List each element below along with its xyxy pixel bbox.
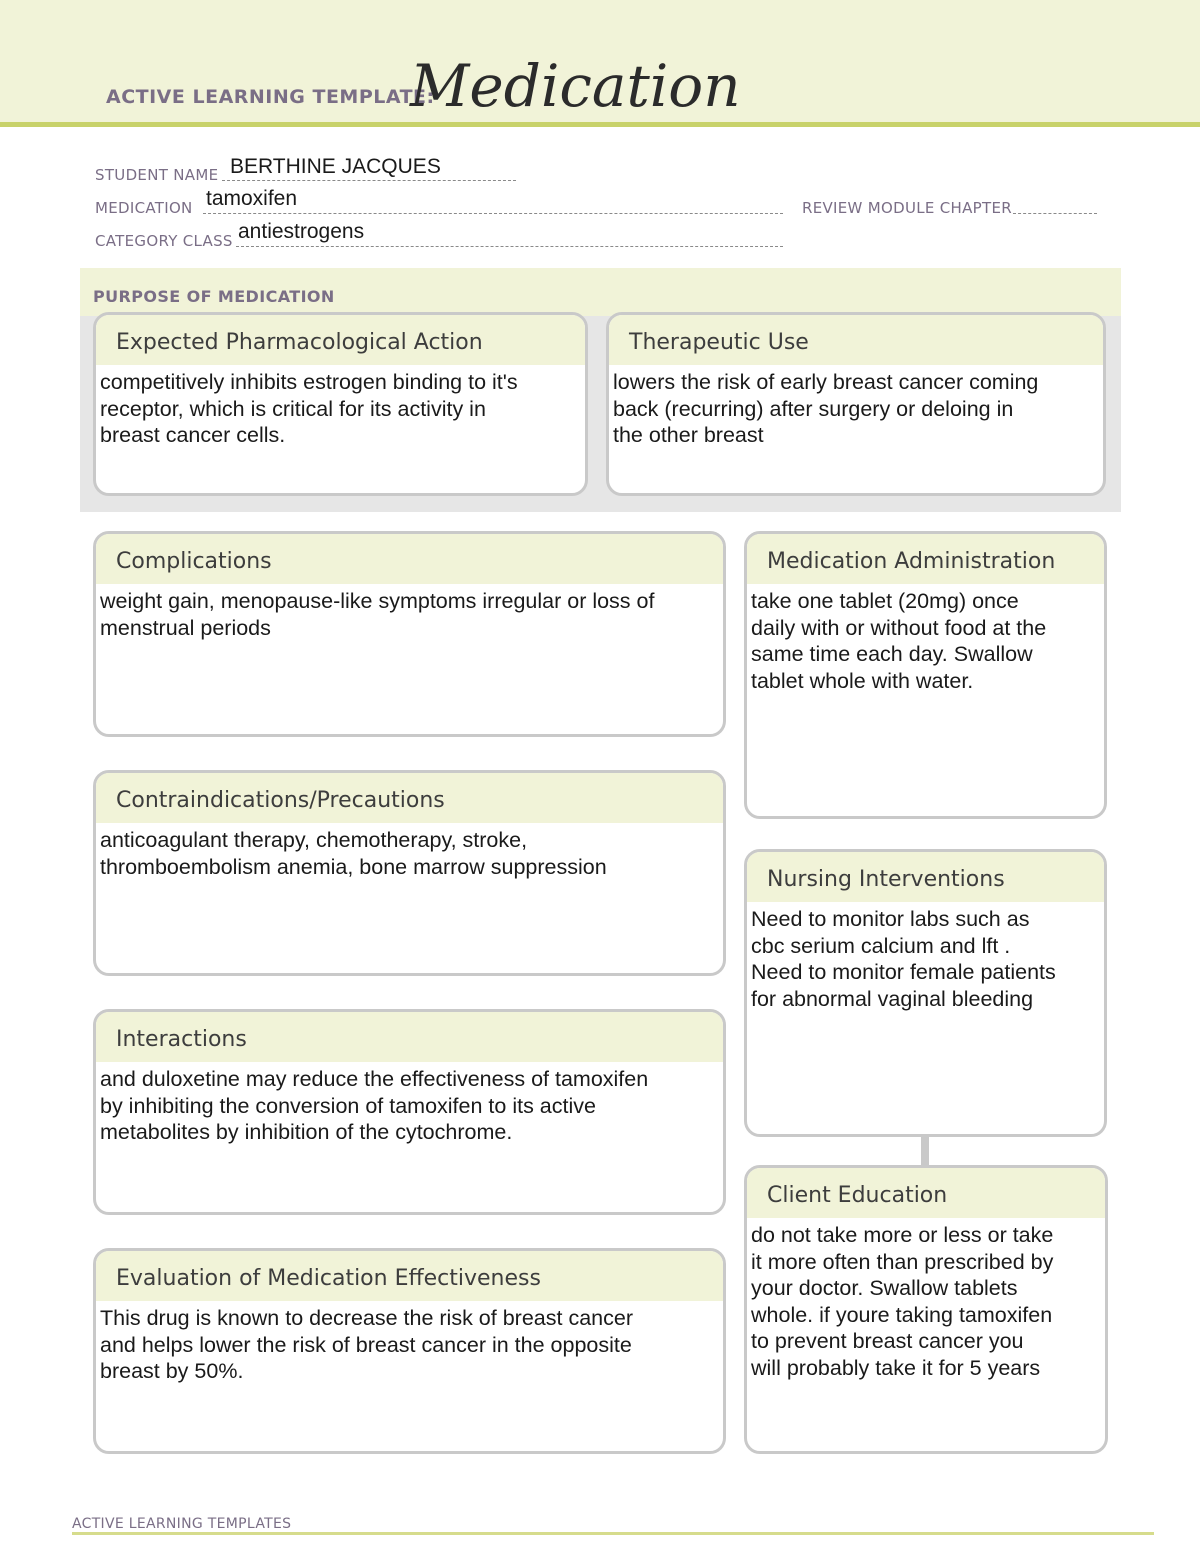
complications-text[interactable]: weight gain, menopause-like symptoms irregular or loss of menstrual periods xyxy=(100,589,655,640)
complications-title: Complications xyxy=(96,534,723,584)
medication-label: MEDICATION xyxy=(95,199,193,217)
administration-text[interactable]: take one tablet (20mg) once daily with or without food at the same time each day. Swallow tablet whole with water. xyxy=(751,589,1047,693)
student-name-field[interactable]: BERTHINE JACQUES xyxy=(230,155,441,178)
box-connector xyxy=(921,1134,929,1166)
page-title: Medication xyxy=(410,52,741,120)
medication-field[interactable]: tamoxifen xyxy=(206,187,298,210)
contraindications-text[interactable]: anticoagulant therapy, chemotherapy, stroke, thromboembolism anemia, bone marrow suppression xyxy=(100,828,607,879)
evaluation-box xyxy=(93,1248,726,1454)
client-education-box xyxy=(744,1165,1108,1454)
student-name-label: STUDENT NAME xyxy=(95,166,219,184)
client-education-text[interactable]: do not take more or less or take it more often than prescribed by your doctor. Swallow tablets whole. if youre taking tamoxifen to prevent breast cancer you will probably take it for 5 years xyxy=(751,1223,1054,1380)
administration-title: Medication Administration xyxy=(747,534,1104,584)
evaluation-text[interactable]: This drug is known to decrease the risk of breast cancer and helps lower the risk of breast cancer in the opposite breast by 50%. xyxy=(100,1306,633,1383)
footer-rule xyxy=(72,1532,1154,1535)
administration-box xyxy=(744,531,1107,819)
interactions-title: Interactions xyxy=(96,1012,723,1062)
complications-box xyxy=(93,531,726,737)
nursing-interventions-text[interactable]: Need to monitor labs such as cbc serium calcium and lft . Need to monitor female patients for abnormal vaginal bleeding xyxy=(751,907,1056,1011)
review-module-label: REVIEW MODULE CHAPTER xyxy=(802,199,1012,217)
expected-action-text[interactable]: competitively inhibits estrogen binding to it's receptor, which is critical for its activity in breast cancer cells. xyxy=(100,370,518,447)
expected-action-box xyxy=(93,312,588,496)
contraindications-title: Contraindications/Precautions xyxy=(96,773,723,823)
expected-action-title: Expected Pharmacological Action xyxy=(96,315,585,365)
nursing-interventions-box xyxy=(744,849,1107,1137)
purpose-label: PURPOSE OF MEDICATION xyxy=(93,287,335,306)
review-module-field[interactable] xyxy=(1013,213,1097,214)
therapeutic-use-text[interactable]: lowers the risk of early breast cancer coming back (recurring) after surgery or deloing in the other breast xyxy=(613,370,1039,447)
interactions-text[interactable]: and duloxetine may reduce the effectiveness of tamoxifen by inhibiting the conversion of tamoxifen to its active metabolites by inhibition of the cytochrome. xyxy=(100,1067,649,1144)
medication-underline xyxy=(203,213,783,214)
student-name-underline xyxy=(222,180,516,181)
client-education-title: Client Education xyxy=(747,1168,1105,1218)
category-class-label: CATEGORY CLASS xyxy=(95,232,233,250)
nursing-interventions-title: Nursing Interventions xyxy=(747,852,1104,902)
interactions-box xyxy=(93,1009,726,1215)
category-class-field[interactable]: antiestrogens xyxy=(238,220,365,243)
contraindications-box xyxy=(93,770,726,976)
category-class-underline xyxy=(236,246,783,247)
therapeutic-use-box xyxy=(606,312,1106,496)
evaluation-title: Evaluation of Medication Effectiveness xyxy=(96,1251,723,1301)
footer-label: ACTIVE LEARNING TEMPLATES xyxy=(72,1516,292,1532)
template-label: ACTIVE LEARNING TEMPLATE: xyxy=(106,86,435,108)
header-rule xyxy=(0,122,1200,127)
therapeutic-use-title: Therapeutic Use xyxy=(609,315,1103,365)
